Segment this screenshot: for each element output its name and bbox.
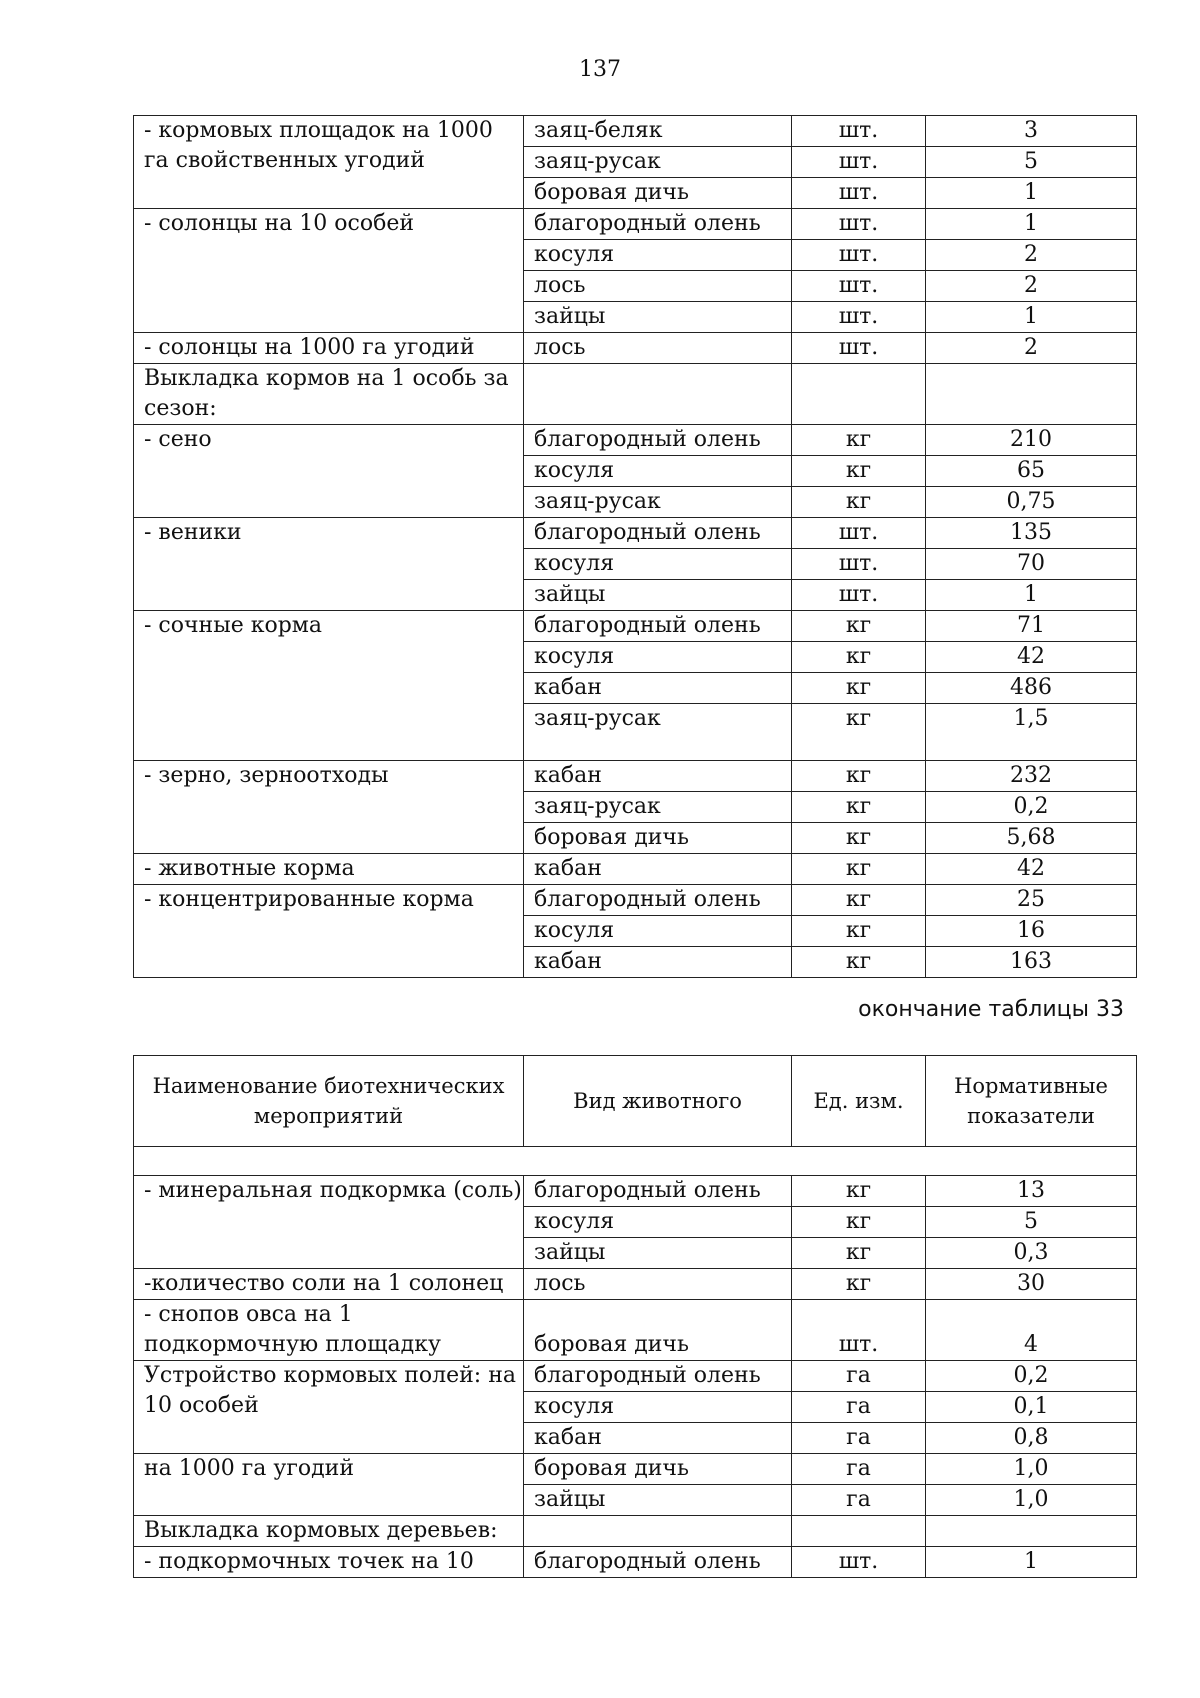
table-caption: окончание таблицы 33 (858, 997, 1124, 1022)
unit-cell: кг (792, 854, 926, 885)
measure-name-cell: - минеральная подкормка (соль) (134, 1176, 524, 1269)
animal-type-cell: косуля (524, 549, 792, 580)
norm-value-cell: 30 (926, 1269, 1137, 1300)
measure-name-cell: - кормовых площадок на 1000 га свойственных угодий (134, 116, 524, 209)
norm-value-cell: 4 (926, 1300, 1137, 1361)
animal-type-cell: косуля (524, 642, 792, 673)
norm-value-cell: 5 (926, 147, 1137, 178)
animal-type-cell: кабан (524, 673, 792, 704)
animal-type-cell: боровая дичь (524, 823, 792, 854)
table-row (134, 425, 1137, 456)
norm-value-cell: 1 (926, 580, 1137, 611)
header-measure-name: Наименование биотехнических мероприятий (134, 1056, 524, 1147)
norm-value-cell: 42 (926, 642, 1137, 673)
unit-cell: га (792, 1392, 926, 1423)
norm-value-cell: 2 (926, 271, 1137, 302)
unit-cell: га (792, 1423, 926, 1454)
unit-cell: шт. (792, 178, 926, 209)
norm-value-cell: 2 (926, 333, 1137, 364)
norm-value-cell: 0,75 (926, 487, 1137, 518)
animal-type-cell: заяц-русак (524, 704, 792, 761)
animal-type-cell: благородный олень (524, 425, 792, 456)
unit-cell: шт. (792, 147, 926, 178)
norm-value-cell (926, 364, 1137, 425)
animal-type-cell: заяц-русак (524, 792, 792, 823)
animal-type-cell: лось (524, 333, 792, 364)
measure-name-cell: - зерно, зерноотходы (134, 761, 524, 854)
measure-name-cell: Выкладка кормов на 1 особь за сезон: (134, 364, 524, 425)
norm-value-cell: 65 (926, 456, 1137, 487)
norm-value-cell: 1,0 (926, 1485, 1137, 1516)
unit-cell: шт. (792, 580, 926, 611)
animal-type-cell: лось (524, 1269, 792, 1300)
spacer-cell (134, 1147, 1137, 1176)
unit-cell: шт. (792, 549, 926, 580)
unit-cell: кг (792, 1207, 926, 1238)
unit-cell: кг (792, 916, 926, 947)
page-number: 137 (579, 57, 621, 82)
unit-cell: шт. (792, 271, 926, 302)
animal-type-cell: кабан (524, 1423, 792, 1454)
unit-cell: кг (792, 947, 926, 978)
norm-value-cell: 1 (926, 302, 1137, 333)
animal-type-cell: боровая дичь (524, 1454, 792, 1485)
measure-name-cell: - концентрированные корма (134, 885, 524, 978)
header-norms: Нормативные показатели (926, 1056, 1137, 1147)
norm-value-cell: 1,0 (926, 1454, 1137, 1485)
animal-type-cell: благородный олень (524, 1361, 792, 1392)
animal-type-cell: косуля (524, 1392, 792, 1423)
animal-type-cell: кабан (524, 761, 792, 792)
feeding-norms-table (133, 115, 1137, 978)
unit-cell: га (792, 1454, 926, 1485)
unit-cell: кг (792, 1269, 926, 1300)
measure-name-cell: Выкладка кормовых деревьев: (134, 1516, 524, 1547)
norm-value-cell: 42 (926, 854, 1137, 885)
unit-cell: шт. (792, 209, 926, 240)
measure-name-cell: - солонцы на 10 особей (134, 209, 524, 333)
table-row (134, 1454, 1137, 1485)
unit-cell: га (792, 1485, 926, 1516)
unit-cell: кг (792, 611, 926, 642)
unit-cell: шт. (792, 302, 926, 333)
unit-cell (792, 364, 926, 425)
norm-value-cell: 1 (926, 178, 1137, 209)
norm-value-cell: 1 (926, 1547, 1137, 1578)
animal-type-cell: косуля (524, 916, 792, 947)
norm-value-cell: 0,8 (926, 1423, 1137, 1454)
animal-type-cell: благородный олень (524, 518, 792, 549)
measure-name-cell: - веники (134, 518, 524, 611)
norm-value-cell: 16 (926, 916, 1137, 947)
animal-type-cell: благородный олень (524, 1547, 792, 1578)
unit-cell: кг (792, 1238, 926, 1269)
animal-type-cell (524, 1516, 792, 1547)
norm-value-cell: 232 (926, 761, 1137, 792)
unit-cell: шт. (792, 1547, 926, 1578)
spacer-row (134, 1147, 1137, 1176)
table-row (134, 885, 1137, 916)
animal-type-cell: зайцы (524, 1238, 792, 1269)
table-row (134, 333, 1137, 364)
unit-cell: кг (792, 425, 926, 456)
animal-type-cell: благородный олень (524, 611, 792, 642)
animal-type-cell: косуля (524, 240, 792, 271)
norm-value-cell: 0,1 (926, 1392, 1137, 1423)
norm-value-cell (926, 1516, 1137, 1547)
unit-cell: кг (792, 823, 926, 854)
animal-type-cell: заяц-русак (524, 487, 792, 518)
unit-cell: кг (792, 487, 926, 518)
unit-cell: шт. (792, 333, 926, 364)
table-row (134, 1269, 1137, 1300)
animal-type-cell: заяц-беляк (524, 116, 792, 147)
animal-type-cell: благородный олень (524, 209, 792, 240)
animal-type-cell (524, 364, 792, 425)
table-row (134, 116, 1137, 147)
table-row (134, 209, 1137, 240)
animal-type-cell: заяц-русак (524, 147, 792, 178)
animal-type-cell: боровая дичь (524, 178, 792, 209)
unit-cell: кг (792, 792, 926, 823)
unit-cell: га (792, 1361, 926, 1392)
table-row (134, 1176, 1137, 1207)
measure-name-cell: - сочные корма (134, 611, 524, 761)
unit-cell: шт. (792, 518, 926, 549)
header-animal-type: Вид животного (524, 1056, 792, 1147)
animal-type-cell: зайцы (524, 302, 792, 333)
norm-value-cell: 486 (926, 673, 1137, 704)
norm-value-cell: 71 (926, 611, 1137, 642)
norm-value-cell: 210 (926, 425, 1137, 456)
norm-value-cell: 13 (926, 1176, 1137, 1207)
norm-value-cell: 3 (926, 116, 1137, 147)
measure-name-cell: - подкормочных точек на 10 (134, 1547, 524, 1578)
animal-type-cell: благородный олень (524, 1176, 792, 1207)
unit-cell: кг (792, 704, 926, 761)
measure-name-cell: -количество соли на 1 солонец (134, 1269, 524, 1300)
table-row (134, 1300, 1137, 1361)
animal-type-cell: боровая дичь (524, 1300, 792, 1361)
unit-cell (792, 1516, 926, 1547)
norm-value-cell: 1,5 (926, 704, 1137, 761)
header-unit: Ед. изм. (792, 1056, 926, 1147)
animal-type-cell: благородный олень (524, 885, 792, 916)
measure-name-cell: на 1000 га угодий (134, 1454, 524, 1516)
unit-cell: шт. (792, 240, 926, 271)
table-row (134, 518, 1137, 549)
norm-value-cell: 5 (926, 1207, 1137, 1238)
unit-cell: кг (792, 1176, 926, 1207)
unit-cell: кг (792, 885, 926, 916)
table-header-row (134, 1056, 1137, 1147)
norm-value-cell: 70 (926, 549, 1137, 580)
unit-cell: кг (792, 642, 926, 673)
measure-name-cell: Устройство кормовых полей: на 10 особей (134, 1361, 524, 1454)
table-row (134, 1516, 1137, 1547)
measure-name-cell: - сено (134, 425, 524, 518)
table-row (134, 761, 1137, 792)
norm-value-cell: 0,3 (926, 1238, 1137, 1269)
measure-name-cell: - животные корма (134, 854, 524, 885)
table-row (134, 1547, 1137, 1578)
table-row (134, 854, 1137, 885)
animal-type-cell: косуля (524, 456, 792, 487)
animal-type-cell: кабан (524, 854, 792, 885)
unit-cell: кг (792, 456, 926, 487)
unit-cell: кг (792, 761, 926, 792)
animal-type-cell: кабан (524, 947, 792, 978)
norm-value-cell: 0,2 (926, 792, 1137, 823)
norm-value-cell: 0,2 (926, 1361, 1137, 1392)
animal-type-cell: лось (524, 271, 792, 302)
norm-value-cell: 5,68 (926, 823, 1137, 854)
table-row (134, 1361, 1137, 1392)
unit-cell: шт. (792, 116, 926, 147)
feeding-norms-table-end (133, 1055, 1137, 1578)
unit-cell: шт. (792, 1300, 926, 1361)
animal-type-cell: зайцы (524, 580, 792, 611)
norm-value-cell: 135 (926, 518, 1137, 549)
animal-type-cell: косуля (524, 1207, 792, 1238)
table-row (134, 364, 1137, 425)
measure-name-cell: - солонцы на 1000 га угодий (134, 333, 524, 364)
norm-value-cell: 1 (926, 209, 1137, 240)
measure-name-cell: - снопов овса на 1 подкормочную площадку (134, 1300, 524, 1361)
table-row (134, 611, 1137, 642)
animal-type-cell: зайцы (524, 1485, 792, 1516)
unit-cell: кг (792, 673, 926, 704)
norm-value-cell: 2 (926, 240, 1137, 271)
norm-value-cell: 25 (926, 885, 1137, 916)
norm-value-cell: 163 (926, 947, 1137, 978)
